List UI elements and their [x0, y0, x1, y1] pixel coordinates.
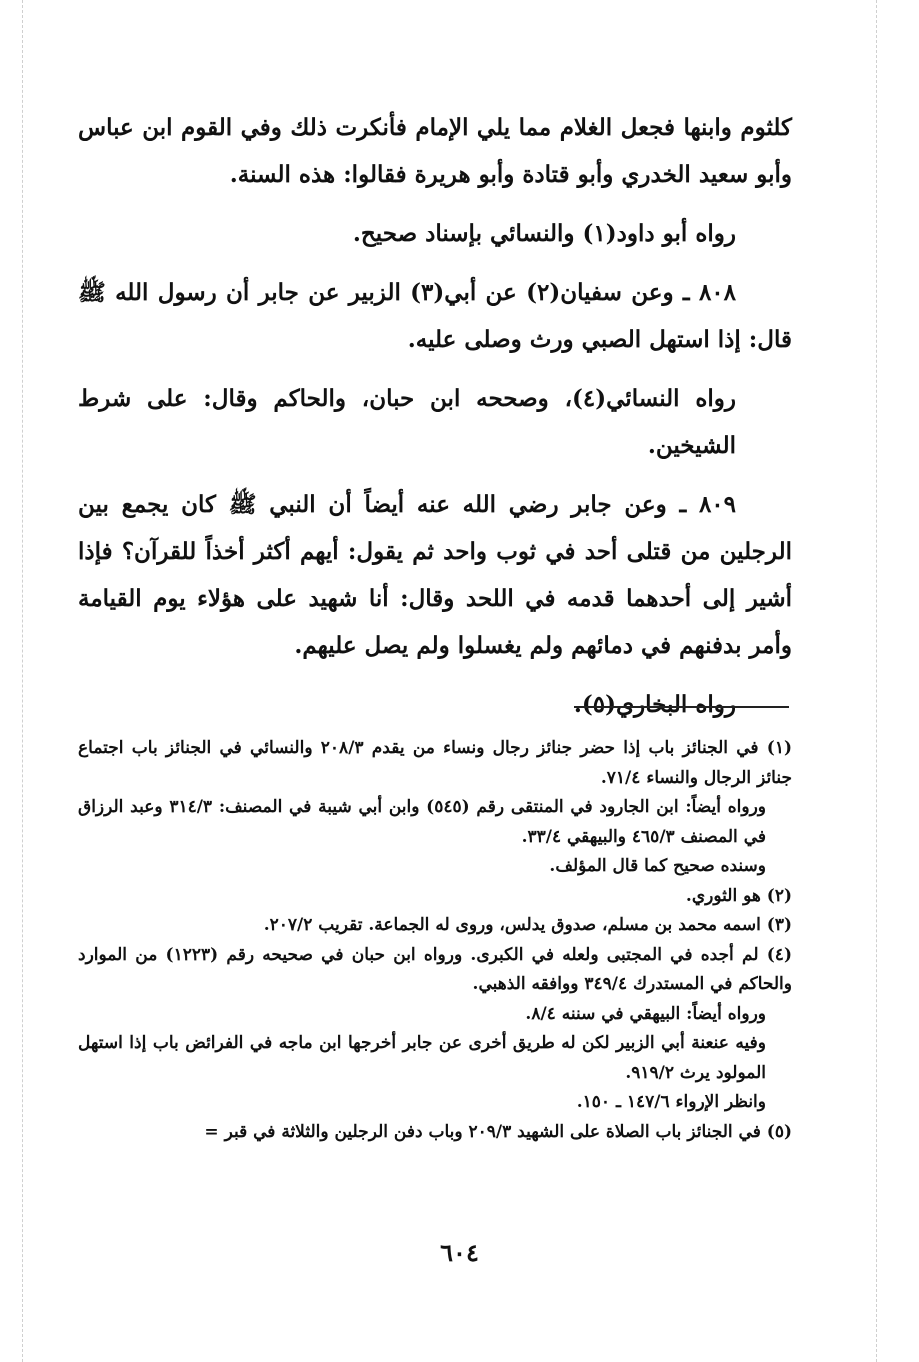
page-body [78, 104, 792, 728]
footnote-1: (١) في الجنائز باب إذا حضر جنائز رجال ونساء من يقدم ٢٠٨/٣ والنسائي في الجنائز باب اجتماع جنائز الرجال والنساء ٧١/٤. [78, 738, 793, 788]
footnote-4: (٤) لم أجده في المجتبى ولعله في الكبرى. ورواه ابن حبان في صحيحه رقم (١٢٢٣) من الموارد والحاكم في المستدرك ٣٤٩/٤ ووافقه الذهبي. [78, 944, 792, 994]
main-text [78, 104, 792, 728]
page-number: ٦٠٤ [440, 1238, 479, 1267]
source-abu-dawud: رواه أبو داود(١) والنسائي بإسناد صحيح. [352, 220, 736, 247]
footnote-5: (٥) في الجنائز باب الصلاة على الشهيد ٢٠٩/٣ وباب دفن الرجلين والثلاثة في قبر = [204, 1121, 792, 1142]
footnote-4-cont-2: وفيه عنعنة أبي الزبير لكن له طريق أخرى عن جابر أخرجها ابن ماجه في الفرائض باب إذا استهل المولود يرث ٩١٩/٢. [78, 1033, 766, 1083]
footnote-separator [574, 706, 789, 708]
footnote-4-cont-3: وانظر الإرواء ١٤٧/٦ ـ ١٥٠. [576, 1092, 766, 1112]
footnote-4-cont-1: ورواه أيضاً: البيهقي في سننه ٨/٤. [525, 1003, 766, 1024]
main-paragraph-1: كلثوم وابنها فجعل الغلام مما يلي الإمام فأنكرت ذلك وفي القوم ابن عباس وأبو سعيد الخدري وأبو قتادة وأبو هريرة فقالوا: هذه السنة. [78, 114, 792, 188]
source-nasai: رواه النسائي(٤)، وصححه ابن حبان، والحاكم وقال: على شرط الشيخين. [78, 385, 737, 459]
footnote-1-cont-1: ورواه أيضاً: ابن الجارود في المنتقى رقم (٥٤٥) وابن أبي شيبة في المصنف: ٣١٤/٣ وعبد الرزاق في المصنف ٤٦٥/٣ والبيهقي ٣٣/٤. [78, 797, 766, 847]
footnote-3: (٣) اسمه محمد بن مسلم، صدوق يدلس، وروى له الجماعة. تقريب ٢٠٧/٢. [263, 915, 792, 935]
source-bukhari: رواه البخاري(٥). [573, 691, 736, 718]
hadith-808: ٨٠٨ ـ وعن سفيان(٢) عن أبي(٣) الزبير عن جابر أن رسول الله ﷺ قال: إذا استهل الصبي ورث وصلى عليه. [78, 279, 792, 353]
hadith-809: ٨٠٩ ـ وعن جابر رضي الله عنه أيضاً أن النبي ﷺ كان يجمع بين الرجلين من قتلى أحد في ثوب واحد ثم يقول: أيهم أكثر أخذاً للقرآن؟ فإذا أشير إلى أحدهما قدمه في اللحد وقال: أنا شهيد على هؤلاء يوم القيامة وأمر بدفنهم في دمائهم ولم يغسلوا ولم يصل عليهم. [78, 491, 792, 659]
footnotes [78, 734, 792, 1147]
footnote-2: (٢) هو الثوري. [685, 885, 792, 906]
left-margin-guide [22, 0, 23, 1362]
footnote-1-cont-2: وسنده صحيح كما قال المؤلف. [549, 856, 766, 876]
right-margin-guide [876, 0, 877, 1362]
